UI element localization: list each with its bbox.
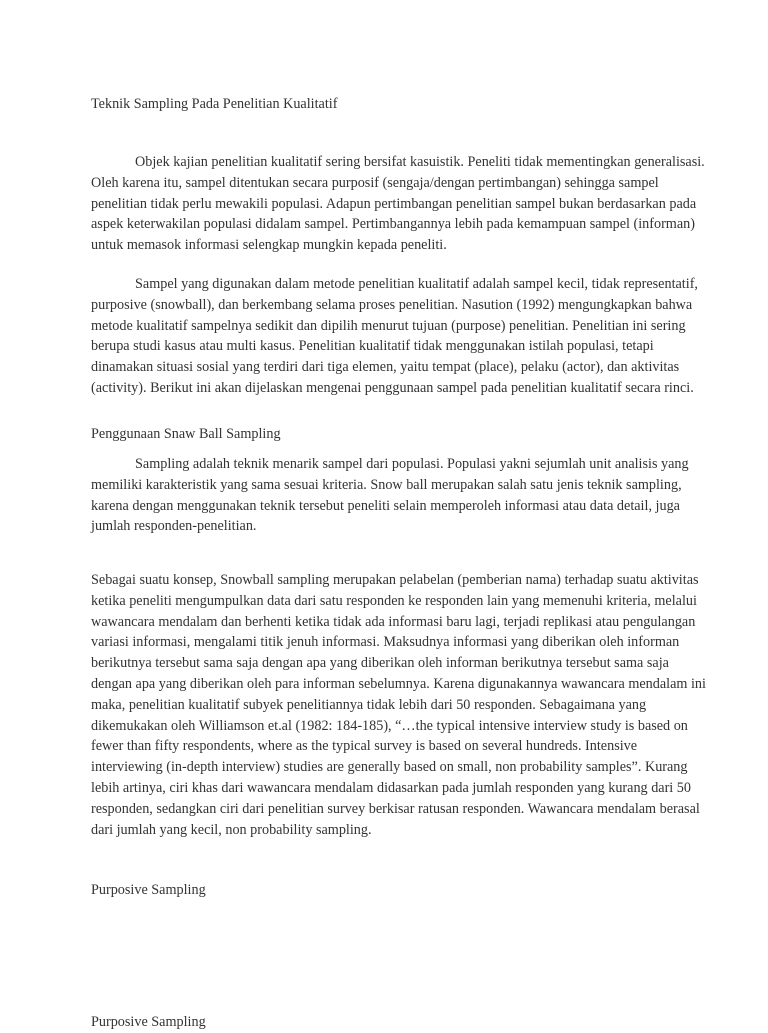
- heading-purposive-sampling-repeat: Purposive Sampling: [91, 1014, 206, 1030]
- heading-snowball-sampling: Penggunaan Snaw Ball Sampling: [91, 426, 281, 442]
- paragraph-objek-kajian: Objek kajian penelitian kualitatif sering bersifat kasuistik. Peneliti tidak mementingkan generalisasi. Oleh karena itu, sampel ditentukan secara purposif (sengaja/dengan pertimbangan) sehingga sampel penelitian tidak perlu mewakili populasi. Adapun pertimbangan penelitian sampel bukan berdasarkan pada aspek keterwakilan populasi didalam sampel. Pertimbangannya lebih pada kemampuan sampel (informan) untuk memasok informasi selengkap mungkin kepada peneliti.: [91, 154, 705, 254]
- heading-purposive-sampling: Purposive Sampling: [91, 882, 206, 898]
- paragraph-snowball-concept: Sebagai suatu konsep, Snowball sampling merupakan pelabelan (pemberian nama) terhadap suatu aktivitas ketika peneliti mengumpulkan data dari satu responden ke responden lain yang memenuhi kriteria, melalui wawancara mendalam dan berhenti ketika tidak ada informasi baru lagi, terjadi replikasi atau pengulangan variasi informasi, mengalami titik jenuh informasi. Maksudnya informasi yang diberikan oleh informan berikutnya tersebut sama saja dengan apa yang diberikan oleh informan berikutnya tersebut sama saja dengan apa yang diberikan oleh para informan sebelumnya. Karena digunakannya wawancara mendalam ini maka, penelitian kualitatif subyek penelitiannya tidak lebih dari 50 responden. Sebagaimana yang dikemukakan oleh Williamson et.al (1982: 184-185), “…the typical intensive interview study is based on fewer than fifty respondents, where as the typical survey is based on several hundreds. Intensive interviewing (in-depth interview) studies are generally based on small, non probability samples”. Kurang lebih artinya, ciri khas dari wawancara mendalam didasarkan pada jumlah responden yang kurang dari 50 responden, sedangkan ciri dari penelitian survey berkisar ratusan responden. Wawancara mendalam berasal dari jumlah yang kecil, non probability sampling.: [91, 572, 706, 838]
- document-title: Teknik Sampling Pada Penelitian Kualitatif: [91, 96, 338, 112]
- paragraph-sampling-definition: Sampling adalah teknik menarik sampel dari populasi. Populasi yakni sejumlah unit analisis yang memiliki karakteristik yang sama sesuai kriteria. Snow ball merupakan salah satu jenis teknik sampling, karena dengan menggunakan teknik tersebut peneliti selain memperoleh informasi atau data detail, juga jumlah responden-penelitian.: [91, 456, 689, 535]
- paragraph-sampel-kualitatif: Sampel yang digunakan dalam metode penelitian kualitatif adalah sampel kecil, tidak representatif, purposive (snowball), dan berkembang selama proses penelitian. Nasution (1992) mengungkapkan bahwa metode kualitatif sampelnya sedikit dan dipilih menurut tujuan (purpose) penelitian. Penelitian ini sering berupa studi kasus atau multi kasus. Penelitian kualitatif tidak menggunakan istilah populasi, tetapi dinamakan situasi sosial yang terdiri dari tiga elemen, yaitu tempat (place), pelaku (actor), dan aktivitas (activity). Berikut ini akan dijelaskan mengenai penggunaan sampel pada penelitian kualitatif secara rinci.: [91, 276, 698, 396]
